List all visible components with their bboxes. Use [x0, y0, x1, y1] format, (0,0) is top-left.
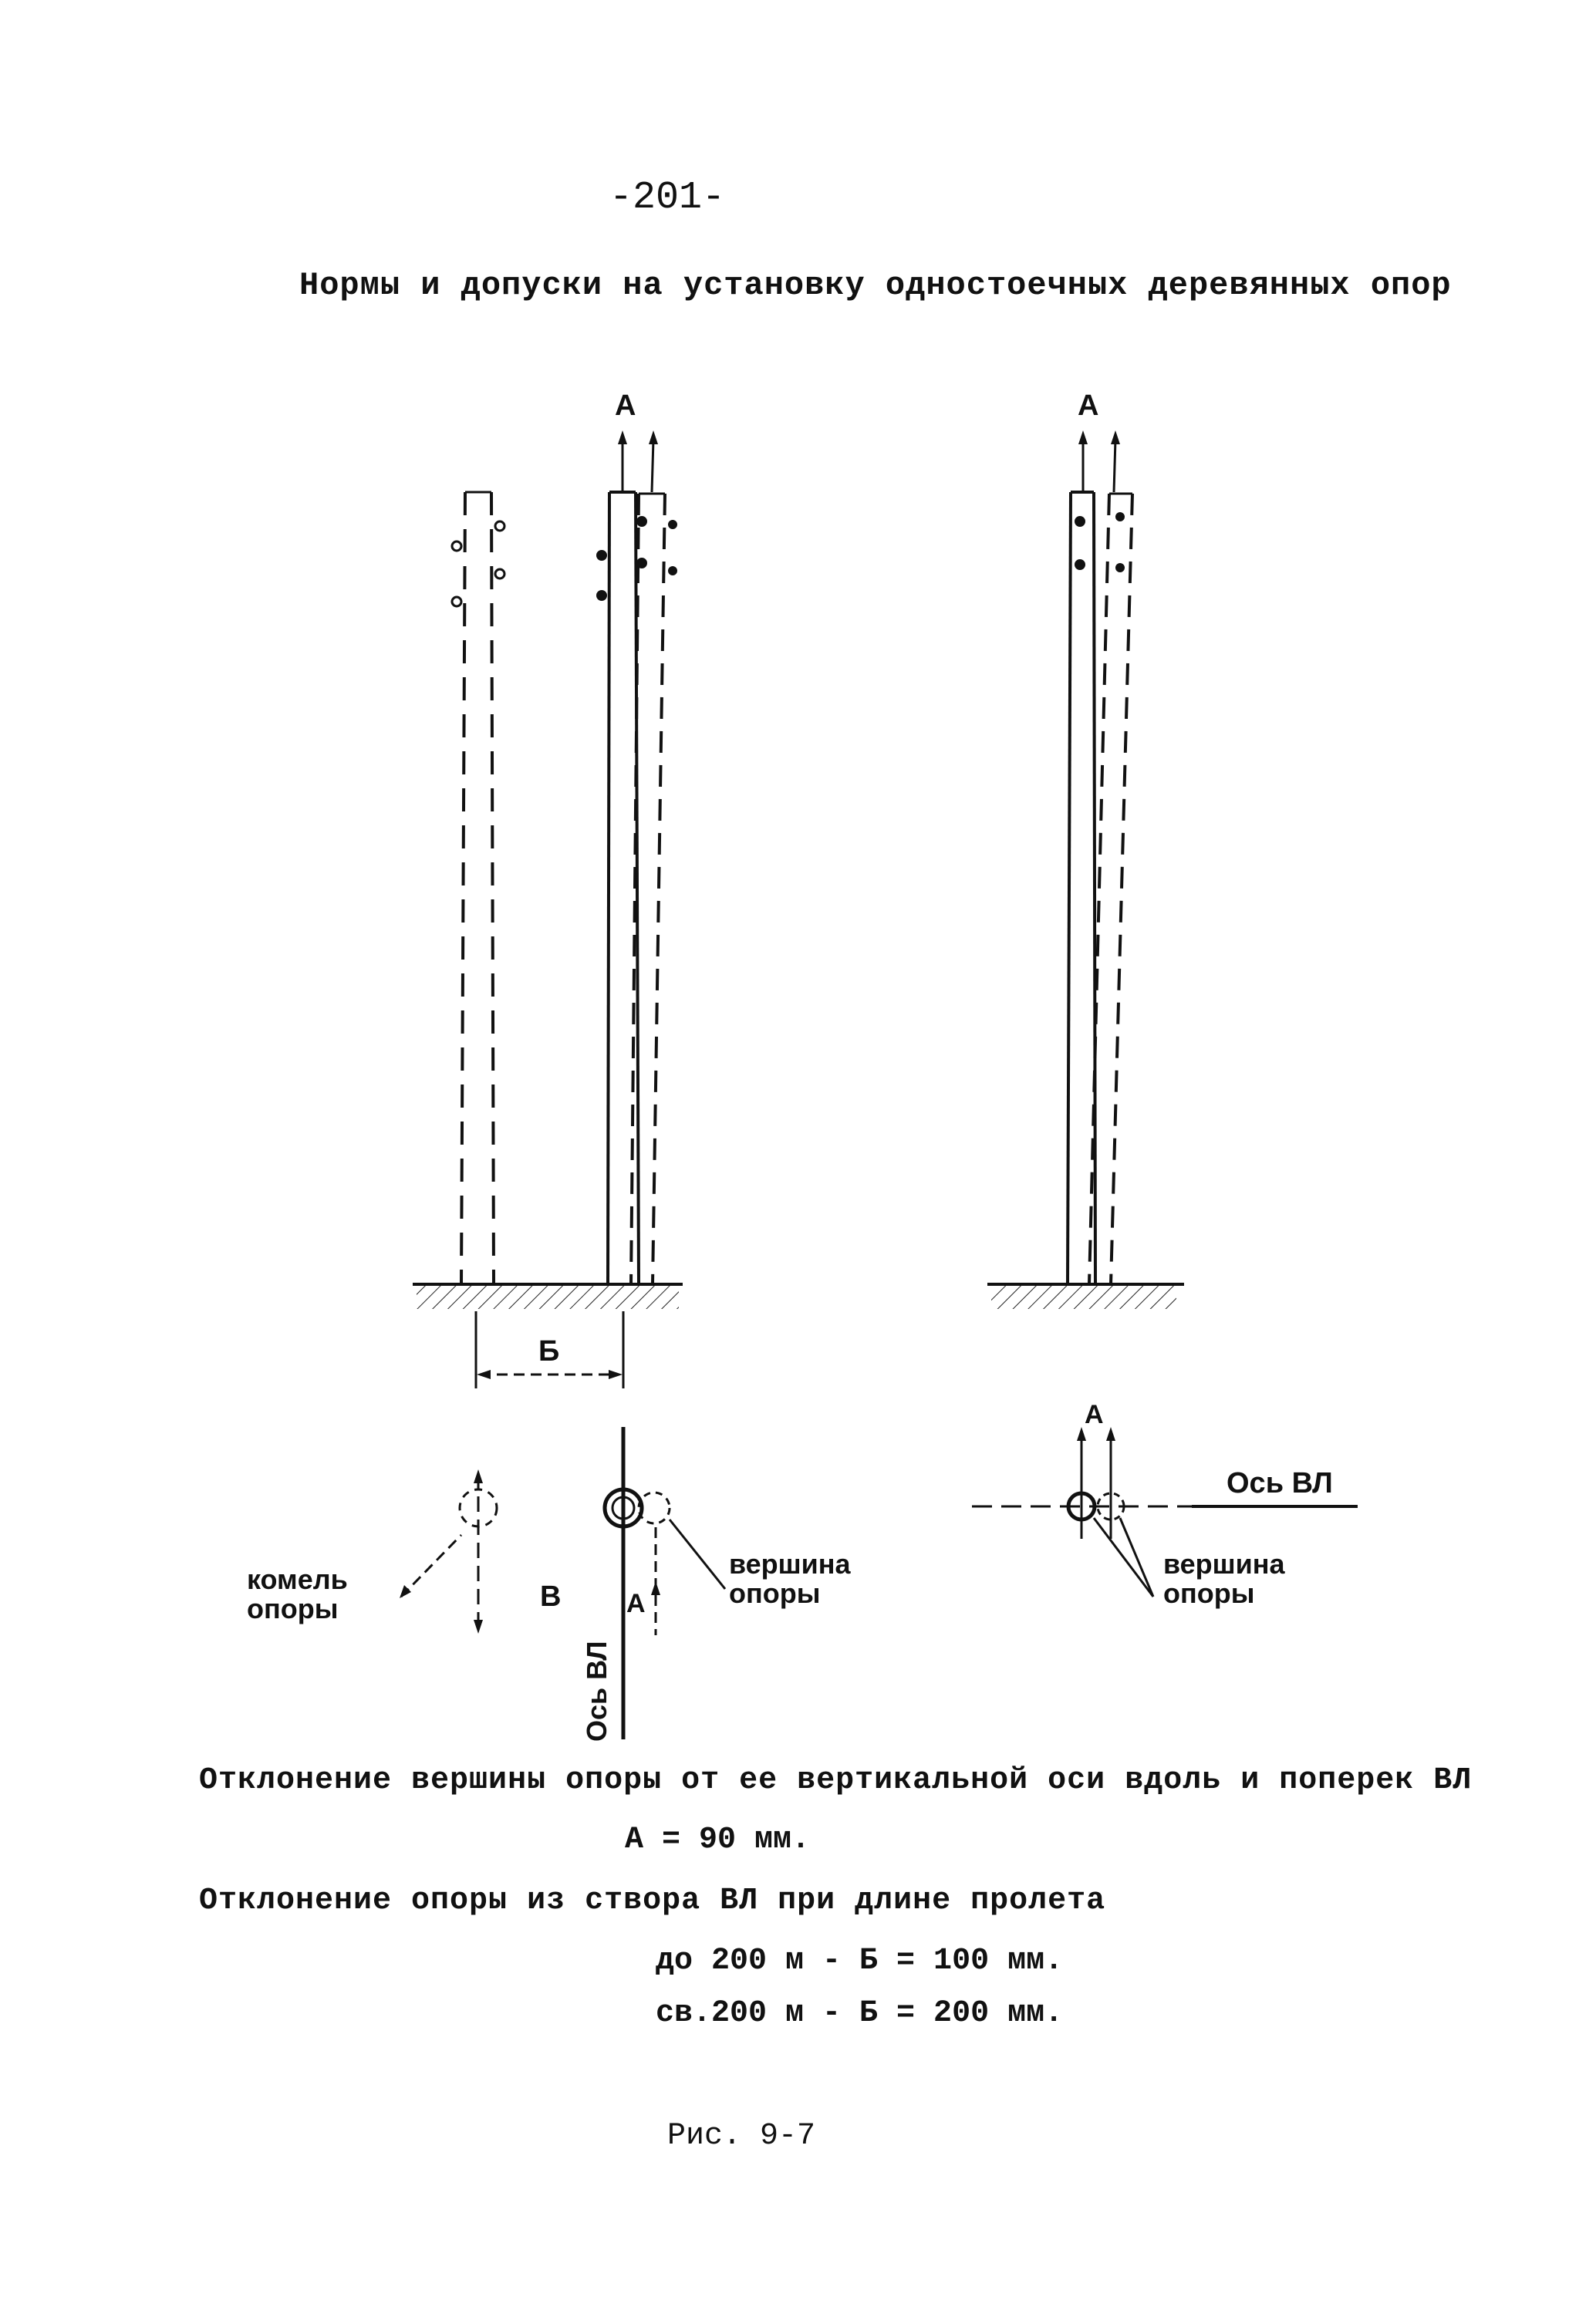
figure-label: Рис. 9-7 — [667, 2119, 816, 2154]
top-label-right-line1: вершина — [1163, 1548, 1285, 1580]
displaced-pole — [461, 492, 494, 1284]
dimension-a-right: А — [1078, 390, 1099, 422]
right-plan-view — [972, 1400, 1358, 1609]
page-title: Нормы и допуски на установку одностоечных деревянных опор — [299, 267, 1452, 304]
dimension-a-plan-right: А — [1085, 1400, 1104, 1429]
left-plan-view — [247, 1427, 852, 1742]
dimension-b-section: Б — [538, 1335, 560, 1368]
label-b-plan: В — [540, 1580, 562, 1613]
caption-line-5: св.200 м - Б = 200 мм. — [656, 1996, 1064, 2031]
ground-hatch-right — [991, 1286, 1176, 1309]
axis-label-vertical: Ось ВЛ — [581, 1641, 612, 1742]
butt-label-line2: опоры — [247, 1593, 339, 1624]
caption-line-4: до 200 м - Б = 100 мм. — [656, 1944, 1064, 1978]
right-elevation — [987, 390, 1184, 1309]
ground-hatch-left — [417, 1286, 679, 1309]
installed-pole-right — [1068, 492, 1095, 1284]
top-label-left-line2: опоры — [729, 1577, 821, 1609]
page-number: -201- — [609, 176, 726, 220]
top-label-right-line2: опоры — [1163, 1577, 1255, 1609]
caption-line-3: Отклонение опоры из створа ВЛ при длине пролета — [199, 1884, 1106, 1918]
butt-label-line1: комель — [247, 1563, 348, 1595]
caption-line-1: Отклонение вершины опоры от ее вертикальной оси вдоль и поперек ВЛ — [199, 1763, 1473, 1798]
insulators-right — [1075, 513, 1124, 572]
top-label-left-line1: вершина — [729, 1548, 851, 1580]
dimension-a-left: А — [615, 390, 636, 422]
insulators-displaced — [452, 521, 504, 606]
axis-label-horizontal: Ось ВЛ — [1227, 1467, 1333, 1499]
dimension-a-plan-left: А — [626, 1589, 646, 1618]
caption-line-2: А = 90 мм. — [625, 1823, 811, 1857]
left-elevation — [413, 390, 683, 1388]
